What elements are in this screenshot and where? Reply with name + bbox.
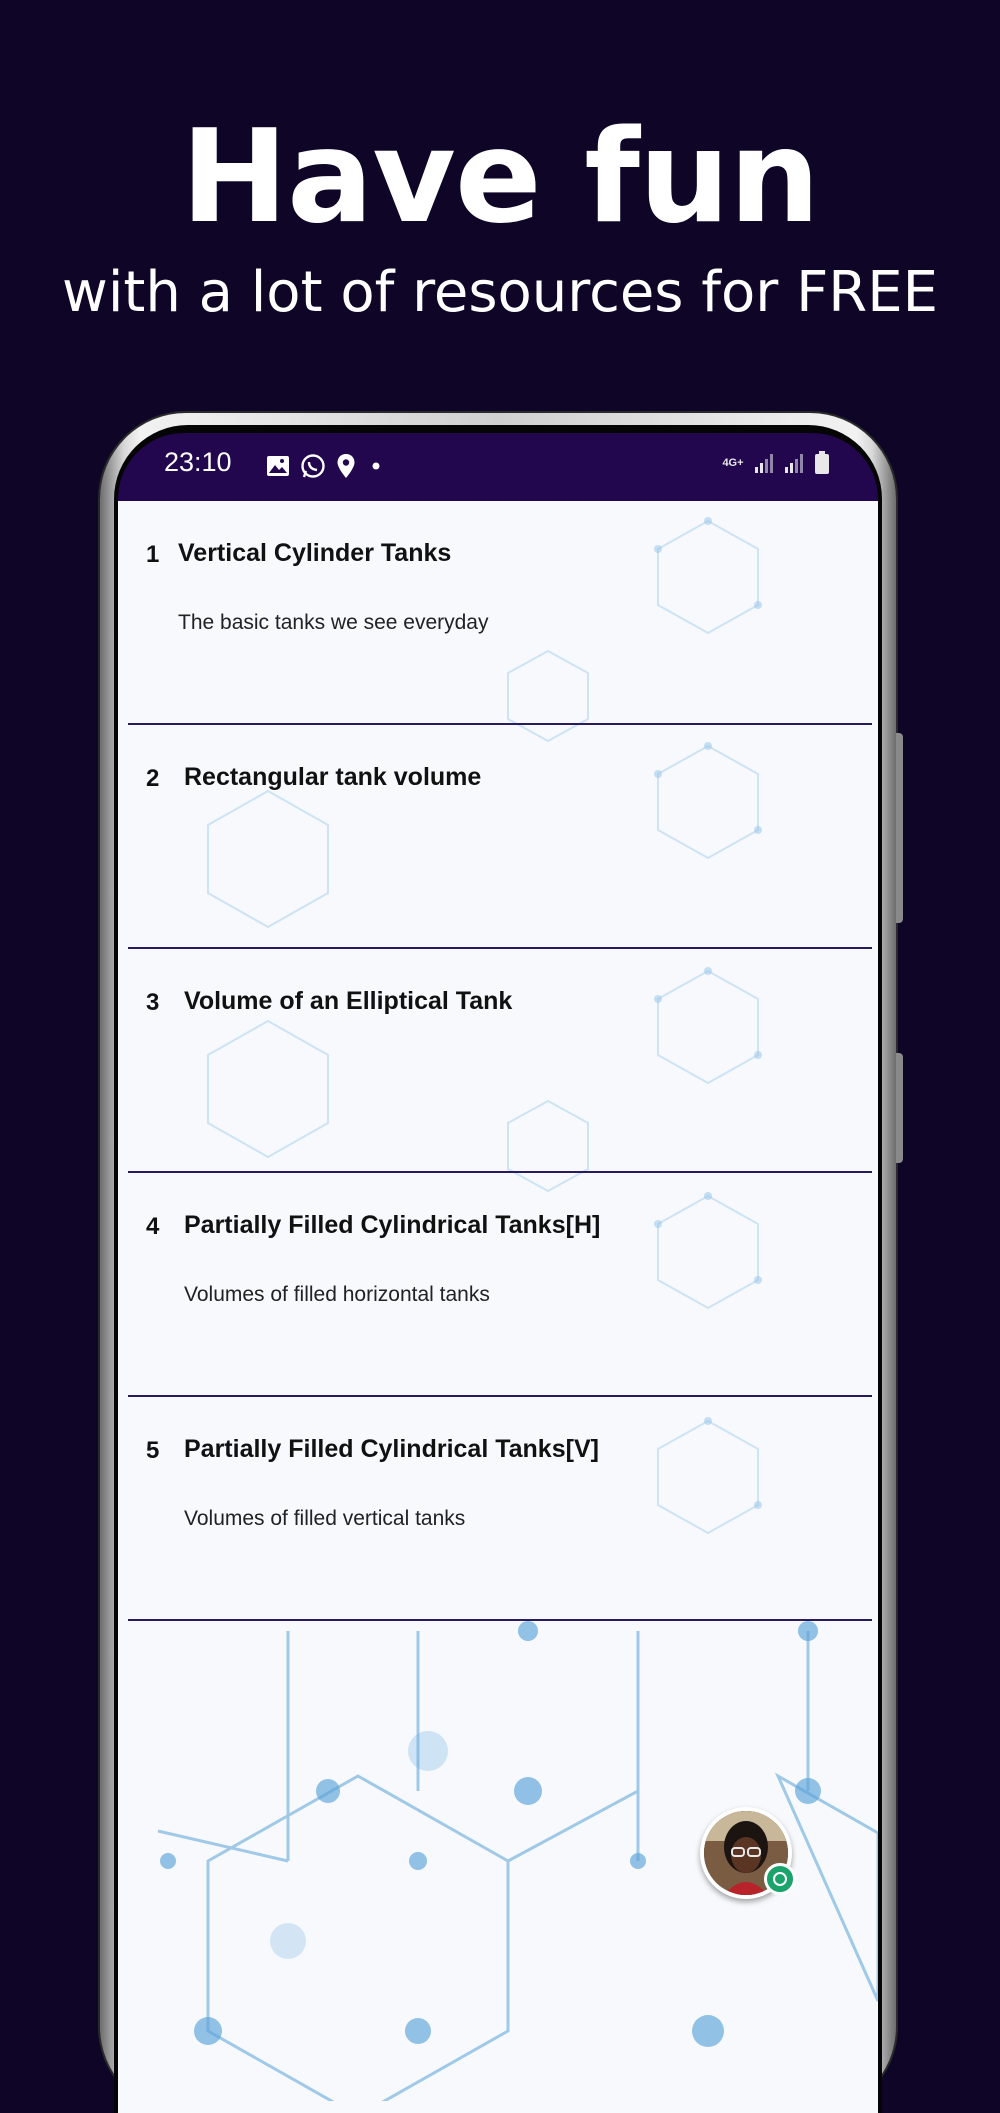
phone-side-button — [896, 1053, 903, 1163]
item-number: 3 — [146, 989, 160, 1016]
phone-screen-bezel — [114, 425, 882, 2113]
location-icon — [336, 453, 356, 479]
list-item[interactable] — [128, 725, 872, 949]
item-title: Volume of an Elliptical Tank — [184, 987, 513, 1015]
item-number: 5 — [146, 1437, 160, 1464]
list-item[interactable] — [128, 1397, 872, 1621]
item-number: 4 — [146, 1213, 160, 1240]
item-title: Partially Filled Cylindrical Tanks[H] — [184, 1211, 601, 1239]
list-item[interactable] — [128, 949, 872, 1173]
item-description: The basic tanks we see everyday — [178, 611, 489, 634]
item-number: 2 — [146, 765, 160, 792]
status-bar — [118, 433, 878, 501]
item-number: 1 — [146, 541, 160, 568]
status-icons-left — [266, 453, 386, 479]
item-title: Vertical Cylinder Tanks — [178, 539, 452, 567]
network-type-label: 4G+ — [722, 456, 744, 469]
list-item[interactable] — [128, 1173, 872, 1397]
promo-subline: with a lot of resources for FREE — [62, 260, 938, 325]
battery-icon — [814, 451, 830, 475]
resource-list — [128, 501, 872, 1621]
item-description: Volumes of filled horizontal tanks — [184, 1283, 490, 1306]
item-title: Rectangular tank volume — [184, 763, 482, 791]
chat-avatar-button[interactable] — [700, 1807, 792, 1899]
whatsapp-icon — [300, 453, 326, 479]
status-icons-right — [720, 451, 830, 475]
phone-side-button — [896, 733, 903, 923]
dot-icon — [366, 456, 386, 476]
item-description: Volumes of filled vertical tanks — [184, 1507, 466, 1530]
signal-icon — [784, 452, 806, 474]
gallery-icon — [266, 455, 290, 477]
app-screen[interactable] — [118, 501, 878, 2113]
whatsapp-badge-icon — [764, 1863, 796, 1895]
item-title: Partially Filled Cylindrical Tanks[V] — [184, 1435, 599, 1463]
phone-frame — [100, 413, 896, 2113]
list-item[interactable] — [128, 501, 872, 725]
promo-headline: Have fun — [180, 103, 820, 252]
status-time: 23:10 — [164, 447, 232, 477]
signal-icon — [754, 452, 776, 474]
